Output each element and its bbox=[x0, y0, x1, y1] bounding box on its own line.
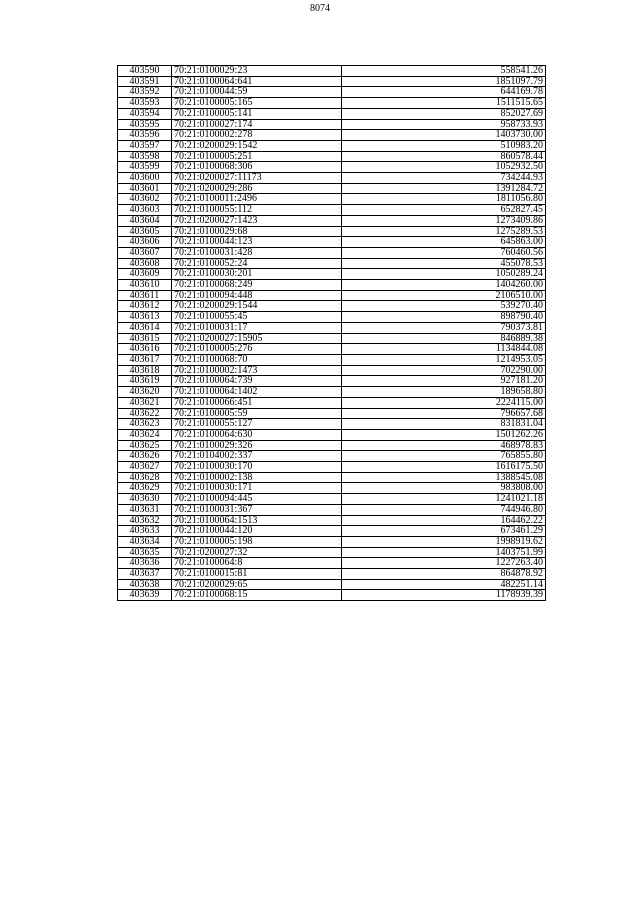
table-row bbox=[118, 173, 546, 184]
record-id-cell: 403620 bbox=[118, 387, 172, 398]
record-id-cell: 403622 bbox=[118, 408, 172, 419]
table-body bbox=[118, 66, 546, 601]
table-row bbox=[118, 130, 546, 141]
record-id-cell: 403623 bbox=[118, 419, 172, 430]
value-cell: 1214953.05 bbox=[342, 354, 546, 365]
table-row bbox=[118, 472, 546, 483]
table-row bbox=[118, 108, 546, 119]
value-cell: 958733.93 bbox=[342, 119, 546, 130]
table-row bbox=[118, 66, 546, 77]
page-number: 8074 bbox=[310, 3, 330, 14]
value-cell: 983808.00 bbox=[342, 483, 546, 494]
value-cell: 1273409.86 bbox=[342, 215, 546, 226]
value-cell: 468978.83 bbox=[342, 440, 546, 451]
record-id-cell: 403634 bbox=[118, 536, 172, 547]
value-cell: 927181.20 bbox=[342, 376, 546, 387]
value-cell: 1241021.18 bbox=[342, 494, 546, 505]
value-cell: 864878.92 bbox=[342, 569, 546, 580]
table-row bbox=[118, 312, 546, 323]
cadastral-number-cell: 70:21:0200029:65 bbox=[172, 579, 342, 590]
table-row bbox=[118, 258, 546, 269]
record-id-cell: 403593 bbox=[118, 98, 172, 109]
table-row bbox=[118, 194, 546, 205]
value-cell: 1501262.26 bbox=[342, 429, 546, 440]
record-id-cell: 403628 bbox=[118, 472, 172, 483]
table-row bbox=[118, 408, 546, 419]
value-cell: 482251.14 bbox=[342, 579, 546, 590]
record-id-cell: 403615 bbox=[118, 333, 172, 344]
cadastral-number-cell: 70:21:0200027:1423 bbox=[172, 215, 342, 226]
record-id-cell: 403606 bbox=[118, 237, 172, 248]
cadastral-number-cell: 70:21:0100055:112 bbox=[172, 205, 342, 216]
table-row bbox=[118, 504, 546, 515]
table-row bbox=[118, 440, 546, 451]
cadastral-number-cell: 70:21:0100055:127 bbox=[172, 419, 342, 430]
value-cell: 1811056.80 bbox=[342, 194, 546, 205]
value-cell: 2224115.00 bbox=[342, 397, 546, 408]
value-cell: 1998919.62 bbox=[342, 536, 546, 547]
table-row bbox=[118, 536, 546, 547]
value-cell: 1227263.40 bbox=[342, 558, 546, 569]
value-cell: 734244.93 bbox=[342, 173, 546, 184]
record-id-cell: 403637 bbox=[118, 569, 172, 580]
table-row bbox=[118, 483, 546, 494]
cadastral-number-cell: 70:21:0100005:141 bbox=[172, 108, 342, 119]
table-row bbox=[118, 494, 546, 505]
record-id-cell: 403631 bbox=[118, 504, 172, 515]
record-id-cell: 403617 bbox=[118, 354, 172, 365]
cadastral-number-cell: 70:21:0100031:367 bbox=[172, 504, 342, 515]
record-id-cell: 403629 bbox=[118, 483, 172, 494]
record-id-cell: 403626 bbox=[118, 451, 172, 462]
record-id-cell: 403605 bbox=[118, 226, 172, 237]
value-cell: 898790.40 bbox=[342, 312, 546, 323]
table-row bbox=[118, 205, 546, 216]
record-id-cell: 403597 bbox=[118, 140, 172, 151]
record-id-cell: 403609 bbox=[118, 269, 172, 280]
cadastral-number-cell: 70:21:0100005:198 bbox=[172, 536, 342, 547]
table-row bbox=[118, 397, 546, 408]
cadastral-number-cell: 70:21:0100044:123 bbox=[172, 237, 342, 248]
value-cell: 1050289.24 bbox=[342, 269, 546, 280]
table-row bbox=[118, 290, 546, 301]
table-row bbox=[118, 269, 546, 280]
table-row bbox=[118, 451, 546, 462]
record-id-cell: 403590 bbox=[118, 66, 172, 77]
record-id-cell: 403611 bbox=[118, 290, 172, 301]
value-cell: 652827.45 bbox=[342, 205, 546, 216]
table-row bbox=[118, 462, 546, 473]
value-cell: 455078.53 bbox=[342, 258, 546, 269]
record-id-cell: 403635 bbox=[118, 547, 172, 558]
record-id-cell: 403619 bbox=[118, 376, 172, 387]
table-row bbox=[118, 226, 546, 237]
cadastral-number-cell: 70:21:0100064:630 bbox=[172, 429, 342, 440]
record-id-cell: 403625 bbox=[118, 440, 172, 451]
value-cell: 1511515.65 bbox=[342, 98, 546, 109]
record-id-cell: 403596 bbox=[118, 130, 172, 141]
record-id-cell: 403614 bbox=[118, 322, 172, 333]
cadastral-number-cell: 70:21:0200027:32 bbox=[172, 547, 342, 558]
record-id-cell: 403618 bbox=[118, 365, 172, 376]
record-id-cell: 403627 bbox=[118, 462, 172, 473]
record-id-cell: 403639 bbox=[118, 590, 172, 601]
record-id-cell: 403604 bbox=[118, 215, 172, 226]
record-id-cell: 403638 bbox=[118, 579, 172, 590]
value-cell: 558541.26 bbox=[342, 66, 546, 77]
table-row bbox=[118, 515, 546, 526]
value-cell: 644169.78 bbox=[342, 87, 546, 98]
cadastral-number-cell: 70:21:0100029:68 bbox=[172, 226, 342, 237]
cadastral-number-cell: 70:21:0100005:251 bbox=[172, 151, 342, 162]
cadastral-number-cell: 70:21:0100031:428 bbox=[172, 247, 342, 258]
table-row bbox=[118, 183, 546, 194]
cadastral-number-cell: 70:21:0200029:286 bbox=[172, 183, 342, 194]
record-id-cell: 403612 bbox=[118, 301, 172, 312]
record-id-cell: 403632 bbox=[118, 515, 172, 526]
table-row bbox=[118, 333, 546, 344]
cadastral-number-cell: 70:21:0100066:451 bbox=[172, 397, 342, 408]
cadastral-number-cell: 70:21:0100005:165 bbox=[172, 98, 342, 109]
cadastral-number-cell: 70:21:0100064:739 bbox=[172, 376, 342, 387]
value-cell: 164462.22 bbox=[342, 515, 546, 526]
value-cell: 760460.56 bbox=[342, 247, 546, 258]
value-cell: 831831.04 bbox=[342, 419, 546, 430]
value-cell: 702290.00 bbox=[342, 365, 546, 376]
cadastral-number-cell: 70:21:0100068:249 bbox=[172, 280, 342, 291]
cadastral-number-cell: 70:21:0200029:1542 bbox=[172, 140, 342, 151]
value-cell: 860578.44 bbox=[342, 151, 546, 162]
cadastral-number-cell: 70:21:0100030:171 bbox=[172, 483, 342, 494]
cadastral-number-cell: 70:21:0104002:337 bbox=[172, 451, 342, 462]
table-row bbox=[118, 579, 546, 590]
table-row bbox=[118, 419, 546, 430]
table-row bbox=[118, 387, 546, 398]
record-id-cell: 403636 bbox=[118, 558, 172, 569]
table-row bbox=[118, 140, 546, 151]
cadastral-number-cell: 70:21:0200029:1544 bbox=[172, 301, 342, 312]
cadastral-number-cell: 70:21:0100031:17 bbox=[172, 322, 342, 333]
cadastral-number-cell: 70:21:0100030:201 bbox=[172, 269, 342, 280]
cadastral-number-cell: 70:21:0100064:1513 bbox=[172, 515, 342, 526]
cadastral-number-cell: 70:21:0100002:278 bbox=[172, 130, 342, 141]
cadastral-number-cell: 70:21:0200027:11173 bbox=[172, 173, 342, 184]
value-cell: 189658.80 bbox=[342, 387, 546, 398]
record-id-cell: 403630 bbox=[118, 494, 172, 505]
value-cell: 1403751.99 bbox=[342, 547, 546, 558]
cadastral-number-cell: 70:21:0100068:15 bbox=[172, 590, 342, 601]
value-cell: 539270.40 bbox=[342, 301, 546, 312]
value-cell: 1403730.00 bbox=[342, 130, 546, 141]
cadastral-number-cell: 70:21:0100052:24 bbox=[172, 258, 342, 269]
value-cell: 1134844.08 bbox=[342, 344, 546, 355]
table-row bbox=[118, 76, 546, 87]
table-row bbox=[118, 344, 546, 355]
record-id-cell: 403621 bbox=[118, 397, 172, 408]
record-id-cell: 403598 bbox=[118, 151, 172, 162]
record-id-cell: 403616 bbox=[118, 344, 172, 355]
cadastral-number-cell: 70:21:0200027:15905 bbox=[172, 333, 342, 344]
cadastral-number-cell: 70:21:0100005:59 bbox=[172, 408, 342, 419]
value-cell: 1391284.72 bbox=[342, 183, 546, 194]
table-row bbox=[118, 301, 546, 312]
value-cell: 765855.80 bbox=[342, 451, 546, 462]
cadastral-number-cell: 70:21:0100015:81 bbox=[172, 569, 342, 580]
cadastral-number-cell: 70:21:0100068:70 bbox=[172, 354, 342, 365]
table-row bbox=[118, 590, 546, 601]
cadastral-number-cell: 70:21:0100002:138 bbox=[172, 472, 342, 483]
cadastral-number-cell: 70:21:0100030:170 bbox=[172, 462, 342, 473]
table-row bbox=[118, 237, 546, 248]
value-cell: 510983.20 bbox=[342, 140, 546, 151]
cadastral-number-cell: 70:21:0100064:1402 bbox=[172, 387, 342, 398]
record-id-cell: 403591 bbox=[118, 76, 172, 87]
value-cell: 852027.69 bbox=[342, 108, 546, 119]
table-row bbox=[118, 215, 546, 226]
value-cell: 645863.00 bbox=[342, 237, 546, 248]
record-id-cell: 403599 bbox=[118, 162, 172, 173]
cadastral-number-cell: 70:21:0100044:120 bbox=[172, 526, 342, 537]
record-id-cell: 403607 bbox=[118, 247, 172, 258]
table-row bbox=[118, 365, 546, 376]
table-row bbox=[118, 569, 546, 580]
cadastral-number-cell: 70:21:0100064:641 bbox=[172, 76, 342, 87]
record-id-cell: 403600 bbox=[118, 173, 172, 184]
cadastral-number-cell: 70:21:0100094:448 bbox=[172, 290, 342, 301]
table-row bbox=[118, 429, 546, 440]
table-row bbox=[118, 162, 546, 173]
table-row bbox=[118, 376, 546, 387]
value-cell: 790373.81 bbox=[342, 322, 546, 333]
record-id-cell: 403610 bbox=[118, 280, 172, 291]
cadastral-number-cell: 70:21:0100027:174 bbox=[172, 119, 342, 130]
table-row bbox=[118, 119, 546, 130]
value-cell: 1275289.53 bbox=[342, 226, 546, 237]
value-cell: 2106510.00 bbox=[342, 290, 546, 301]
value-cell: 1616175.50 bbox=[342, 462, 546, 473]
registry-table bbox=[117, 65, 546, 601]
value-cell: 846889.38 bbox=[342, 333, 546, 344]
table-row bbox=[118, 98, 546, 109]
record-id-cell: 403601 bbox=[118, 183, 172, 194]
table-row bbox=[118, 322, 546, 333]
record-id-cell: 403613 bbox=[118, 312, 172, 323]
cadastral-number-cell: 70:21:0100068:306 bbox=[172, 162, 342, 173]
cadastral-number-cell: 70:21:0100094:445 bbox=[172, 494, 342, 505]
record-id-cell: 403608 bbox=[118, 258, 172, 269]
table-row bbox=[118, 354, 546, 365]
value-cell: 1851097.79 bbox=[342, 76, 546, 87]
record-id-cell: 403603 bbox=[118, 205, 172, 216]
table-row bbox=[118, 87, 546, 98]
cadastral-number-cell: 70:21:0100064:8 bbox=[172, 558, 342, 569]
cadastral-number-cell: 70:21:0100005:276 bbox=[172, 344, 342, 355]
value-cell: 1052932.50 bbox=[342, 162, 546, 173]
cadastral-number-cell: 70:21:0100011:2496 bbox=[172, 194, 342, 205]
cadastral-number-cell: 70:21:0100029:23 bbox=[172, 66, 342, 77]
record-id-cell: 403594 bbox=[118, 108, 172, 119]
value-cell: 1404260.00 bbox=[342, 280, 546, 291]
cadastral-number-cell: 70:21:0100029:326 bbox=[172, 440, 342, 451]
table-row bbox=[118, 151, 546, 162]
table-row bbox=[118, 526, 546, 537]
record-id-cell: 403592 bbox=[118, 87, 172, 98]
table-row bbox=[118, 558, 546, 569]
cadastral-number-cell: 70:21:0100055:45 bbox=[172, 312, 342, 323]
table-row bbox=[118, 280, 546, 291]
record-id-cell: 403595 bbox=[118, 119, 172, 130]
value-cell: 744946.80 bbox=[342, 504, 546, 515]
value-cell: 1388545.08 bbox=[342, 472, 546, 483]
cadastral-number-cell: 70:21:0100002:1473 bbox=[172, 365, 342, 376]
table-row bbox=[118, 547, 546, 558]
record-id-cell: 403633 bbox=[118, 526, 172, 537]
table-row bbox=[118, 247, 546, 258]
record-id-cell: 403602 bbox=[118, 194, 172, 205]
record-id-cell: 403624 bbox=[118, 429, 172, 440]
value-cell: 796657.68 bbox=[342, 408, 546, 419]
value-cell: 1178939.39 bbox=[342, 590, 546, 601]
cadastral-number-cell: 70:21:0100044:59 bbox=[172, 87, 342, 98]
value-cell: 673461.29 bbox=[342, 526, 546, 537]
